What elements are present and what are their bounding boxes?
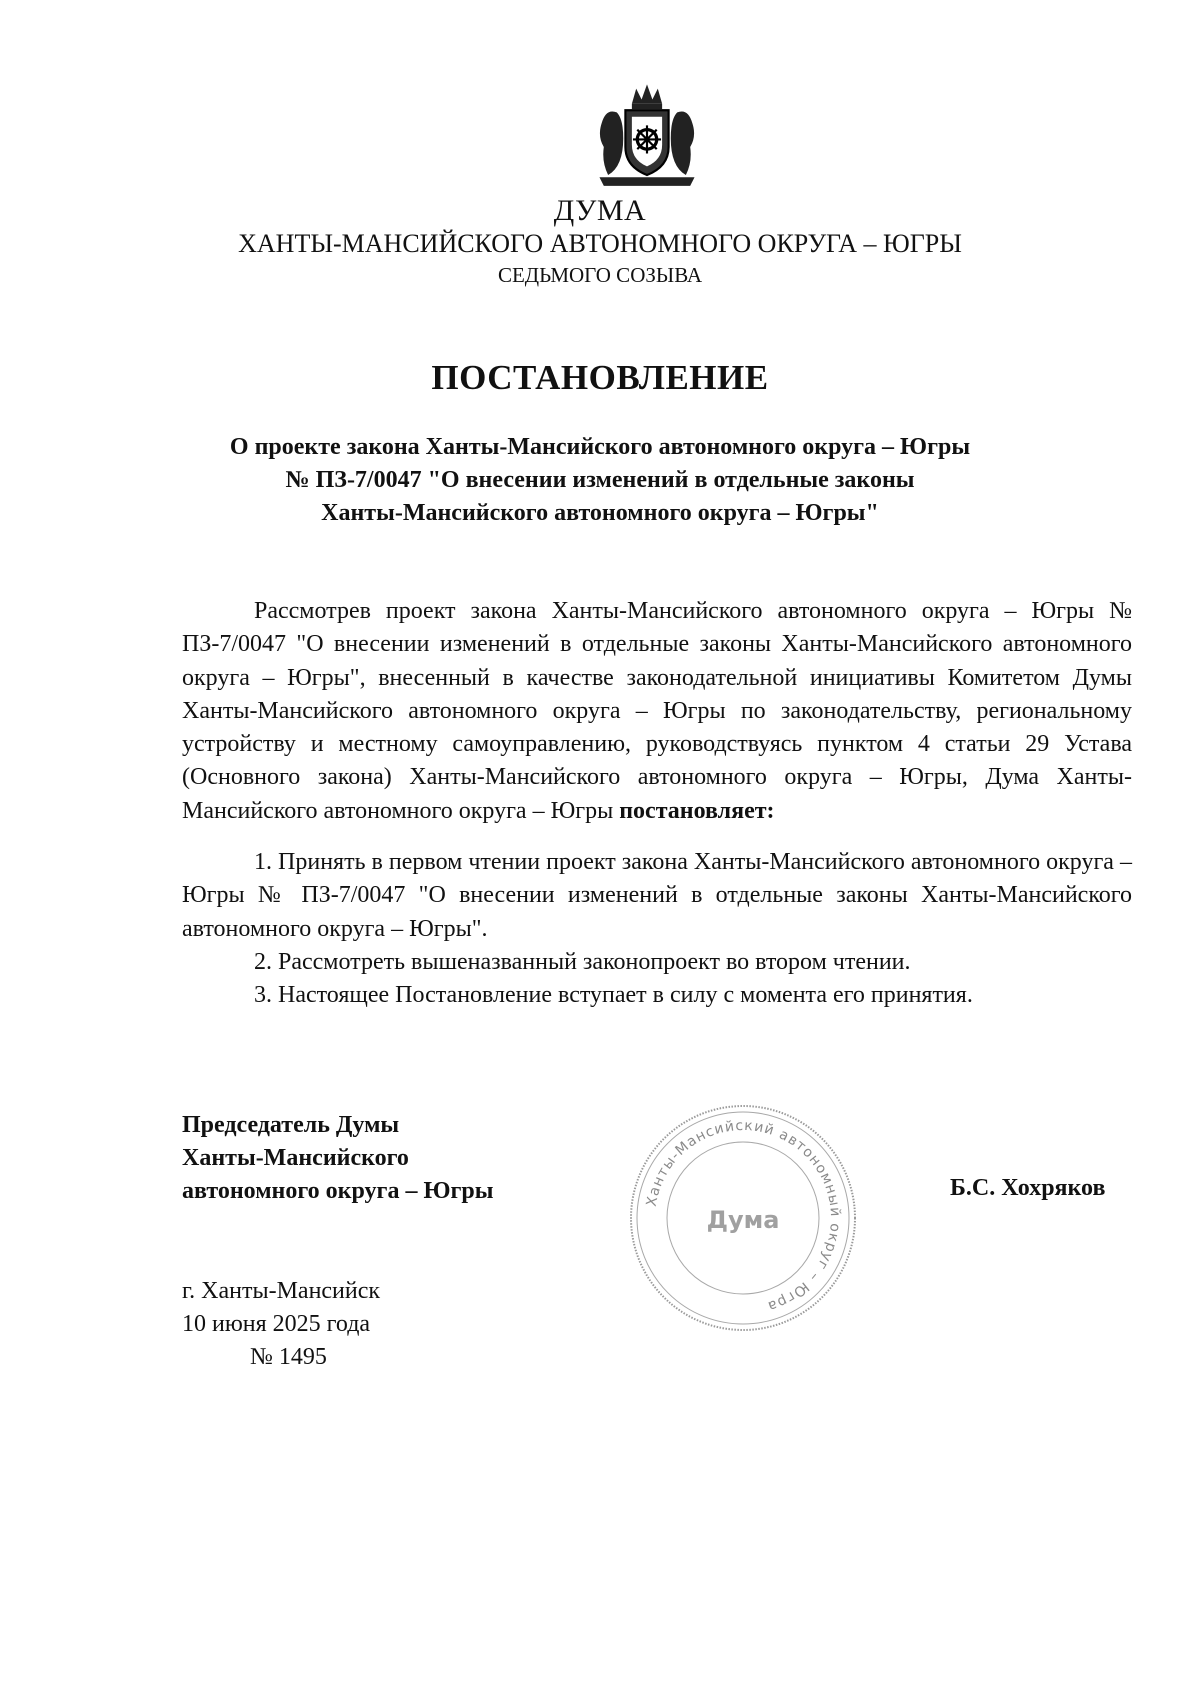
signer-position-line: автономного округа – Югры (182, 1178, 494, 1204)
resolution-item: 2. Рассмотреть вышеназванный законопроект во втором чтении. (254, 948, 911, 975)
signer-position (182, 1109, 493, 1208)
signer-name: Б.С. Хохряков (950, 1175, 1106, 1201)
signer-position-line: Ханты-Мансийского (182, 1145, 409, 1171)
subject-line: № ПЗ-7/0047 "О внесении изменений в отдельные законы (285, 467, 915, 493)
preamble-keyword: постановляет: (619, 797, 775, 824)
resolution-item: 1. Принять в первом чтении проект закона Ханты-Мансийского автономного округа – Югры № ПЗ-7/0047 "О внесении изменений в отдельные законы Ханты-Мансийского автономного округа – Югры". (182, 849, 1132, 942)
seal-center-text: Дума (706, 1206, 780, 1234)
document-body (182, 595, 1132, 1013)
coat-of-arms-icon (593, 80, 701, 188)
document-type-title: ПОСТАНОВЛЕНИЕ (431, 358, 769, 397)
preamble-paragraph (182, 595, 1132, 828)
place-date-block (182, 1275, 380, 1374)
org-name: ДУМА (553, 194, 647, 227)
org-region: ХАНТЫ-МАНСИЙСКОГО АВТОНОМНОГО ОКРУГА – ЮГРЫ (238, 229, 962, 258)
preamble-text: Рассмотрев проект закона Ханты-Мансийского автономного округа – Югры № ПЗ-7/0047 "О внесении изменений в отдельные законы Ханты-Мансийского автономного округа – Югры", внесенный в качестве законодательной инициативы Комитетом Думы Ханты-Мансийского автономного округа – Югры по законодательству, региональному устройству и местному самоуправлению, руководствуясь пунктом 4 статьи 29 Устава (Основного закона) Ханты-Мансийского автономного округа – Югры, Дума Ханты-Мансийского автономного округа – Югры (182, 598, 1132, 824)
seal-ring-text: Ханты-Мансийский автономный округ – Югра (643, 1117, 844, 1315)
document-subject (200, 431, 1000, 530)
subject-line: О проекте закона Ханты-Мансийского автономного округа – Югры (229, 434, 971, 460)
convocation: СЕДЬМОГО СОЗЫВА (497, 263, 703, 287)
document-number: № 1495 (250, 1344, 327, 1370)
city: г. Ханты-Мансийск (182, 1278, 381, 1304)
official-seal-stamp (623, 1098, 863, 1338)
signer-position-line: Председатель Думы (182, 1112, 400, 1138)
subject-line: Ханты-Мансийского автономного округа – Югры" (321, 500, 879, 526)
date: 10 июня 2025 года (182, 1311, 371, 1337)
resolution-item: 3. Настоящее Постановление вступает в силу с момента его принятия. (254, 982, 973, 1009)
